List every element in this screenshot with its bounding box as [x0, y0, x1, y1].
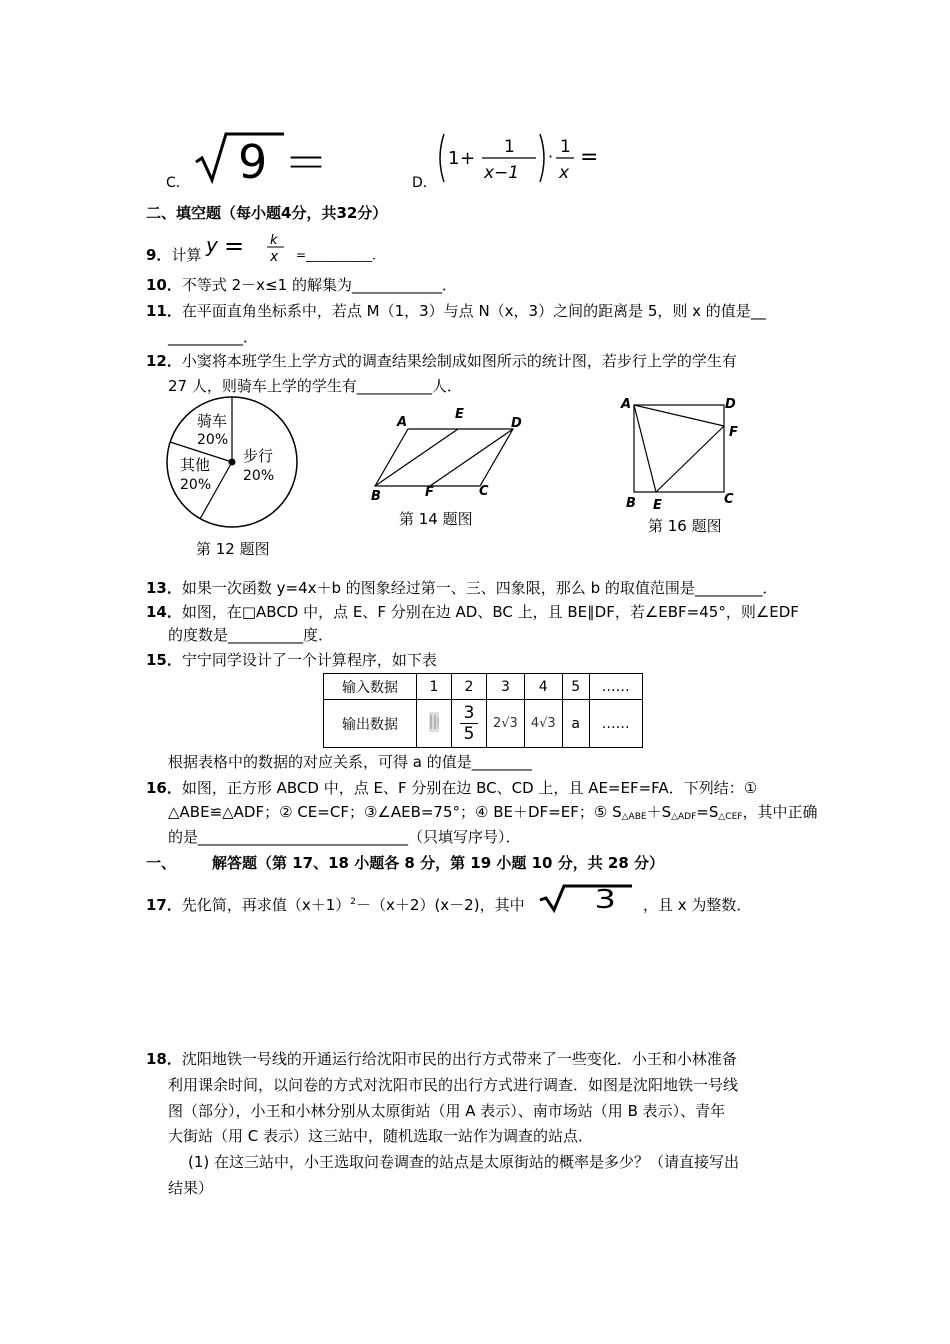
q16-number: 16． [146, 779, 182, 797]
question-16 [146, 777, 811, 799]
pie-pct-other: 20% [180, 477, 212, 493]
question-10 [146, 274, 811, 296]
question-17: 17．先化简，再求值$(x+1)^2-(x+2)(x-2)$，其中 [146, 896, 525, 914]
q13-number: 13． [146, 579, 182, 597]
question-12 [146, 350, 811, 372]
input-label: 输入数据 [324, 674, 417, 700]
svg-text:D: D [511, 416, 522, 431]
parallelogram-abcd [375, 429, 513, 486]
svg-text:C: C [724, 492, 734, 507]
segment-af [634, 405, 724, 426]
q18-line-4: 大街站（用 C 表示）这三站中，随机选取一站作为调查的站点． [168, 1127, 594, 1145]
output-cell: 4√3 [524, 700, 562, 748]
q11-text: 在平面直角坐标系中，若点 M（1，3）与点 N（x，3）之间的距离是 5，则 x 的值是__ [181, 302, 766, 320]
q12-number: 12． [146, 352, 182, 370]
q18-sub-1-continuation: 结果） [168, 1179, 214, 1197]
q17-tail: ，且 x 为整数． [643, 896, 752, 914]
q13-text: 如果一次函数 y=4x＋b 的图象经过第一、三、四象限，那么 b 的取值范围是_________． [181, 579, 778, 597]
figure-14-parallelogram [365, 402, 535, 502]
q9-formula [204, 232, 299, 266]
q11-continuation: __________． [168, 328, 259, 346]
d-frac-den: x−1 [484, 163, 520, 183]
figure-14-caption: 第 14 题图 [399, 510, 473, 528]
q10-number: 10． [146, 276, 182, 294]
segment-df [430, 429, 513, 486]
input-cell: 4 [524, 674, 562, 700]
output-cell-image [417, 700, 452, 748]
question-13 [146, 577, 811, 599]
svg-text:A: A [621, 397, 632, 412]
q14-number: 14． [146, 603, 182, 621]
option-c-radicand: 9 [238, 135, 268, 188]
section-2-title: 二、填空题（每小题4分，共32分） [146, 204, 388, 222]
figure-16-square [616, 392, 746, 517]
q17-sqrt-3 [536, 880, 640, 916]
pie-label-ride: 骑车 [197, 412, 228, 430]
q10-text: 不等式 2－x≤1 的解集为____________． [181, 276, 457, 294]
d-dot: · [548, 147, 554, 166]
svg-text:k: k [270, 233, 278, 248]
q15-number: 15． [146, 651, 182, 669]
segment-ae [634, 405, 656, 492]
input-cell: 5 [562, 674, 589, 700]
q18-sub-1: (1) 在这三站中，小王选取问卷调查的站点是太原街站的概率是多少？（请直接写出 [188, 1153, 740, 1171]
q9-number: 9． [146, 246, 172, 264]
svg-text:E: E [455, 407, 464, 422]
pie-center-dot [229, 459, 236, 466]
svg-text:F: F [425, 485, 434, 500]
d-frac2-den: x [559, 163, 570, 183]
svg-text:E: E [653, 498, 662, 513]
svg-text:D: D [725, 397, 736, 412]
output-cell-fraction: 3 5 [452, 700, 487, 748]
q9-text: 计算 [171, 246, 202, 264]
figure-12-caption: 第 12 题图 [196, 540, 270, 558]
square-abcd [634, 405, 724, 492]
q9-answer-blank: =___________． [296, 248, 385, 262]
d-frac2-num: 1 [560, 137, 571, 157]
q14-continuation: 的度数是__________度． [168, 626, 334, 644]
svg-text:C: C [479, 484, 489, 499]
q15-program-table [323, 673, 643, 748]
question-9 [146, 244, 201, 265]
pie-label-other: 其他 [180, 456, 211, 474]
option-d-expression [436, 130, 611, 186]
q16-text: 如图，正方形 ABCD 中，点 E、F 分别在边 BC、CD 上，且 AE=EF=FA．下列结：① [181, 779, 758, 797]
question-15 [146, 649, 811, 671]
option-d-label: D． [412, 175, 437, 191]
d-one: 1 [448, 148, 460, 169]
pie-label-walk: 步行 [243, 447, 274, 465]
table-row-input [324, 674, 643, 700]
q18-line-3: 图（部分），小王和小林分别从太原街站（用 A 表示）、南市场站（用 B 表示）、青年 [168, 1102, 726, 1120]
q16-continuation-2: 的是____________________________（只填写序号）． [168, 828, 521, 846]
svg-text:F: F [729, 425, 738, 440]
q18-number: 18． [146, 1050, 182, 1068]
q15-continuation: 根据表格中的数据的对应关系，可得 a 的值是________ [168, 753, 532, 771]
table-row-output [324, 700, 643, 748]
question-14 [146, 601, 811, 623]
option-c-equals: ＝ [284, 138, 328, 188]
q11-number: 11． [146, 302, 182, 320]
q16-continuation: △ABE≌△ADF；② CE=CF；③∠AEB=75°；④ BE＋DF=EF；⑤ $S_{\triangle ABE}+S_{\triangle ADF}=S_{\triangle CEF}$，其中正确 [168, 803, 818, 822]
question-11 [146, 300, 811, 322]
figure-12-pie-chart [160, 395, 310, 535]
question-18: 18．沈阳地铁一号线的开通运行给沈阳市民的出行方式带来了一些变化．小王和小林准备 [146, 1050, 737, 1068]
input-cell: …… [589, 674, 642, 700]
option-c-sqrt-expression [192, 128, 352, 188]
pie-pct-walk: 20% [243, 468, 275, 484]
input-cell: 3 [487, 674, 525, 700]
segment-ef [656, 426, 724, 492]
svg-text:=: = [224, 232, 245, 260]
svg-text:B: B [626, 496, 636, 511]
output-cell: a [562, 700, 589, 748]
q12-continuation: 27 人，则骑车上学的学生有__________人． [168, 377, 462, 395]
section-3-number: 一、 [146, 854, 177, 872]
d-plus: + [460, 148, 476, 169]
figure-16-caption: 第 16 题图 [648, 517, 722, 535]
svg-text:B: B [371, 489, 381, 502]
q15-text: 宁宁同学设计了一个计算程序，如下表 [181, 651, 437, 669]
q18-line-2: 利用课余时间，以问卷的方式对沈阳市民的出行方式进行调查．如图是沈阳地铁一号线 [168, 1076, 739, 1094]
q12-text: 小窦将本班学生上学方式的调查结果绘制成如图所示的统计图，若步行上学的学生有 [181, 352, 737, 370]
segment-be [375, 429, 458, 486]
input-cell: 2 [452, 674, 487, 700]
svg-text:x: x [270, 249, 279, 265]
output-cell: …… [589, 700, 642, 748]
svg-text:A: A [397, 415, 408, 430]
output-label: 输出数据 [324, 700, 417, 748]
option-c-label: C． [166, 175, 190, 191]
input-cell: 1 [417, 674, 452, 700]
svg-text:y: y [206, 233, 218, 257]
q14-text: 如图，在□ABCD 中，点 E、F 分别在边 AD、BC 上，且 BE∥DF，若∠EBF=45°，则∠EDF [181, 603, 799, 621]
section-3-title: 解答题（第 17、18 小题各 8 分，第 19 小题 10 分，共 28 分） [212, 854, 665, 872]
d-equals: = [580, 145, 599, 170]
pie-pct-ride: 20% [197, 432, 229, 448]
svg-text:3: 3 [594, 884, 617, 915]
blurred-formula-image [426, 709, 442, 735]
d-frac-num: 1 [504, 137, 515, 157]
output-cell: 2√3 [487, 700, 525, 748]
